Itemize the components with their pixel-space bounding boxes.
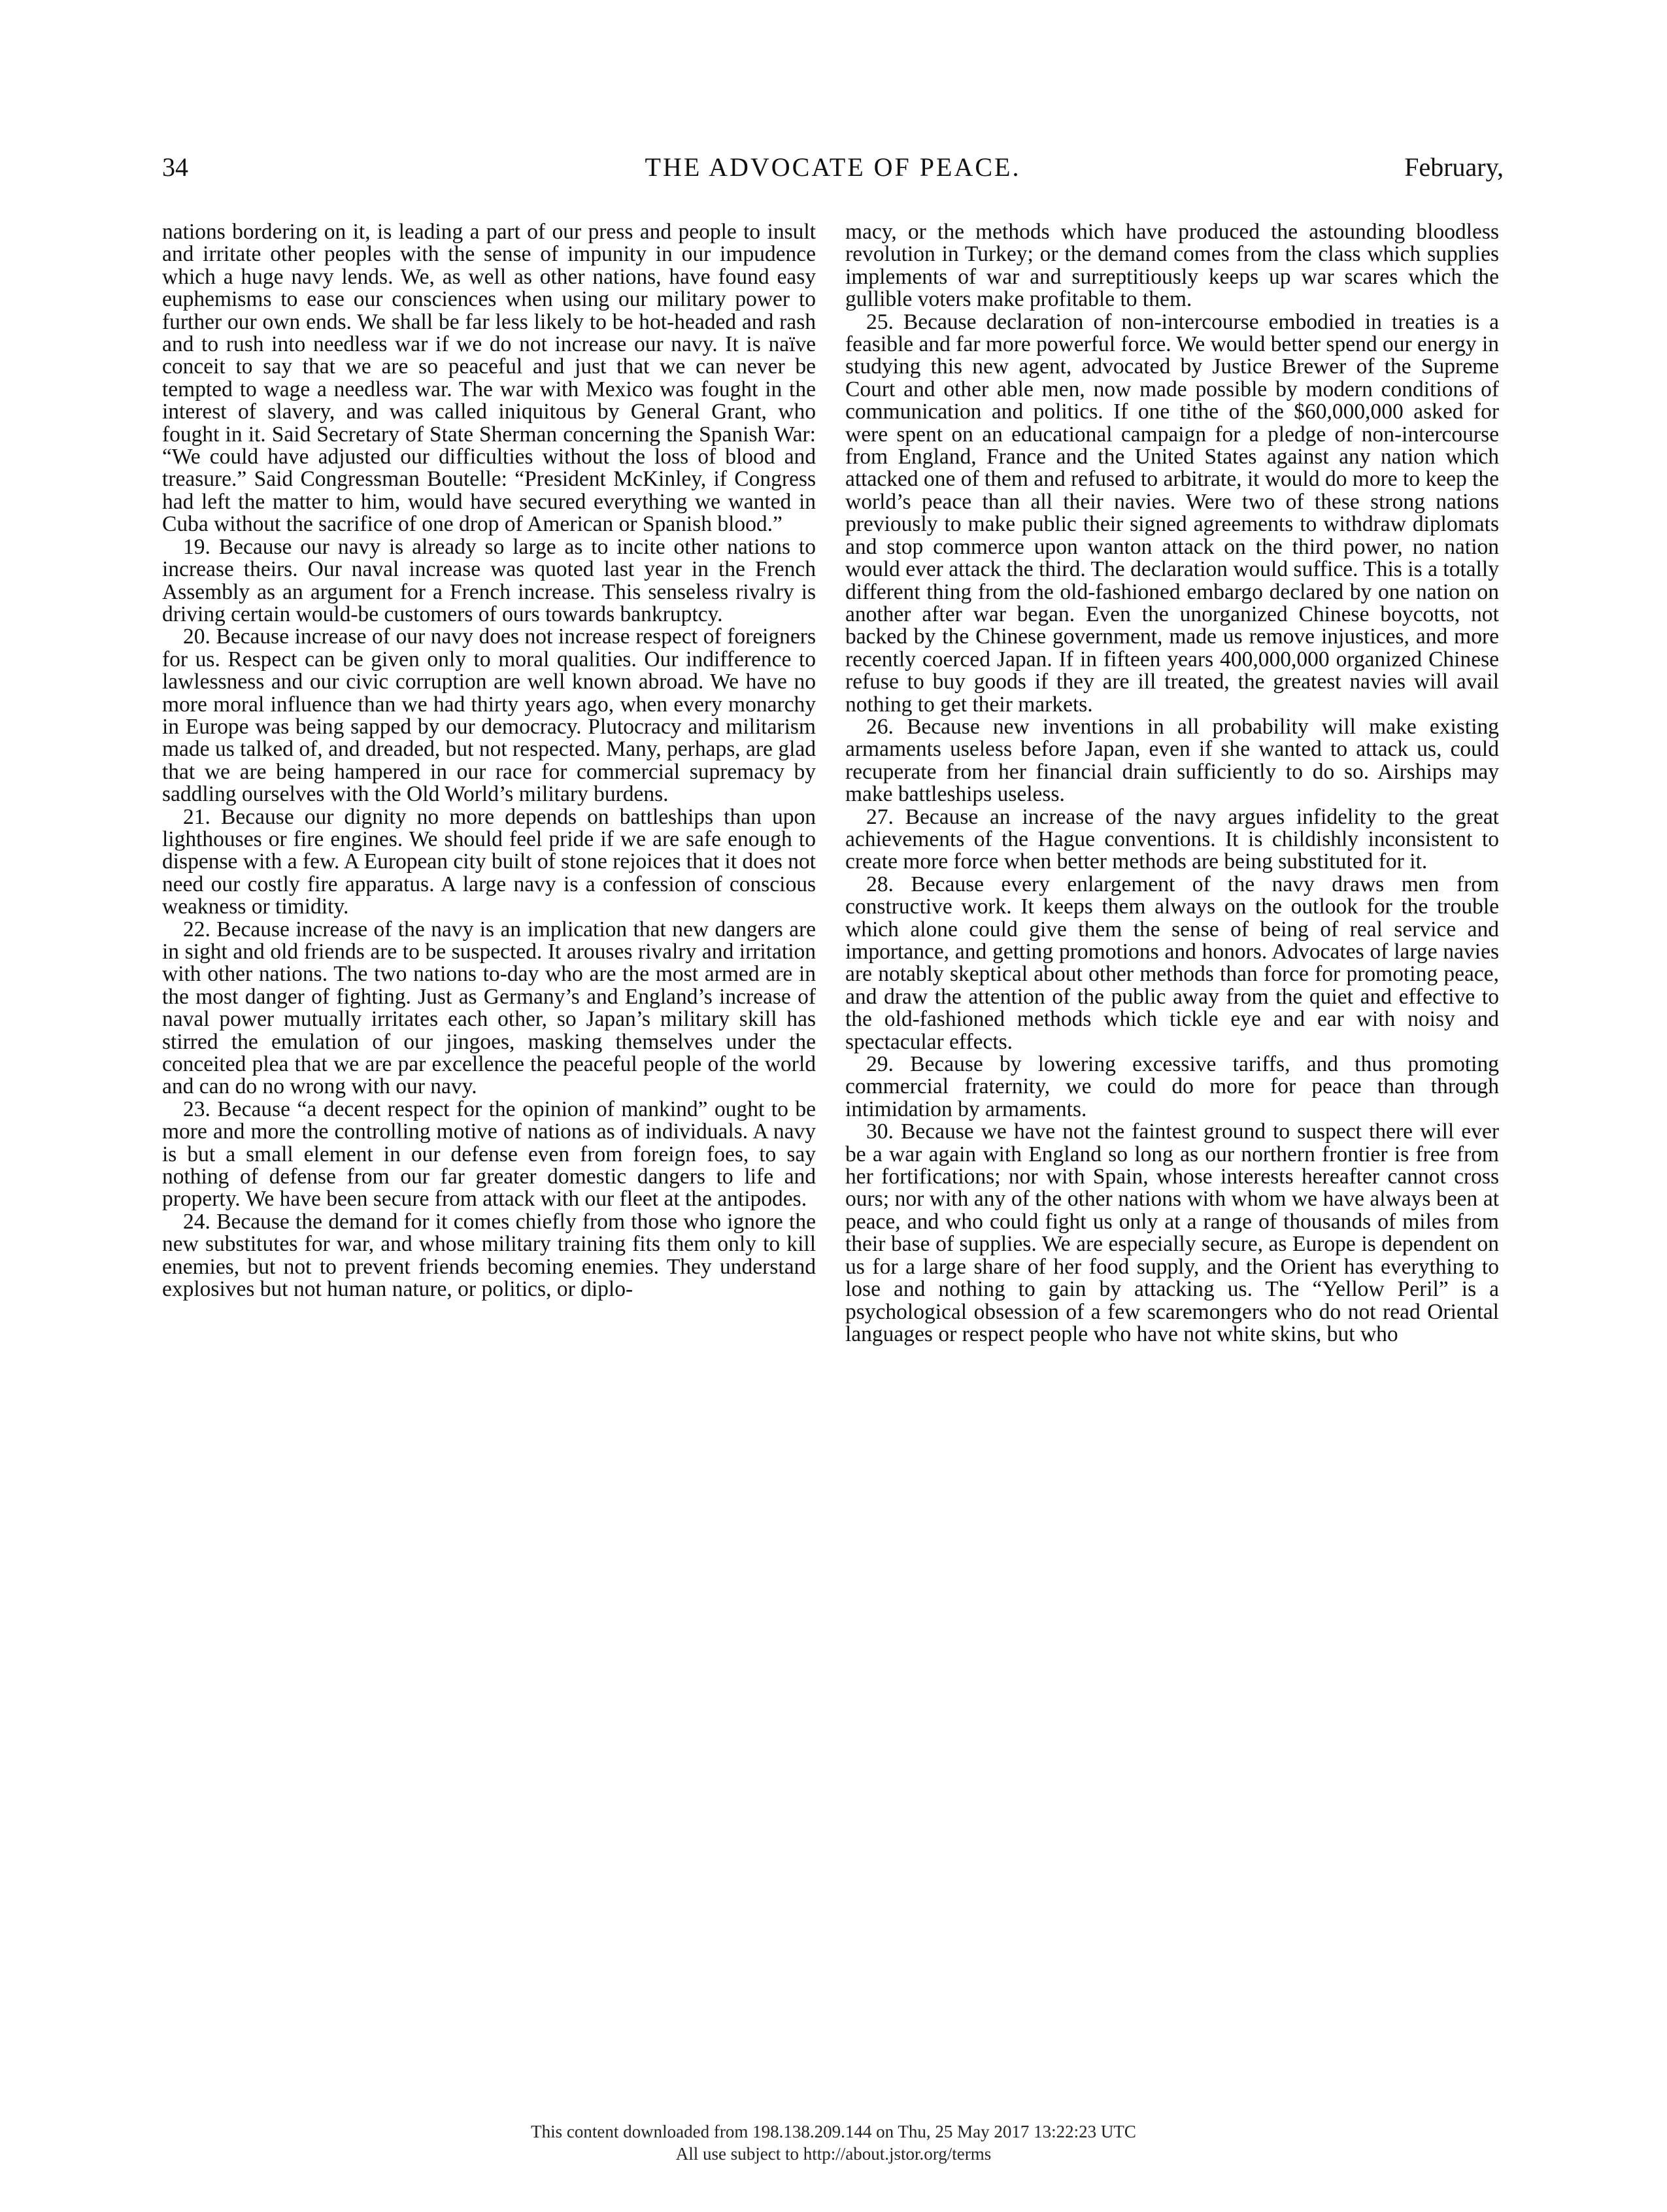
paragraph: 22. Because increase of the navy is an implication that new dangers are in sight and old friends are to be suspected. It arouses rivalry and irritation with other nations. The two nations to-day who are the most armed are in the most danger of fighting. Just as Germany’s and England’s increase of naval power mutually irritates each other, so Japan’s military skill has stirred the emulation of our jingoes, masking themselves under the conceited plea that we are par excellence the peaceful people of the world and can do no wrong with our navy.	[162, 917, 816, 1099]
paragraph: 30. Because we have not the faintest ground to suspect there will ever be a war again with England so long as our northern frontier is free from her fortifications; nor with Spain, whose interests hereafter cannot cross ours; nor with any of the other nations with whom we have always been at peace, and who could fight us only at a range of thousands of miles from their base of supplies. We are especially secure, as Europe is dependent on us for a large share of her food supply, and the Orient has everything to lose and nothing to gain by attacking us. The “Yellow Peril” is a psychological obsession of a few scaremongers who do not read Oriental languages or respect people who have not white skins, but who	[845, 1119, 1499, 1346]
paragraph: nations bordering on it, is leading a part of our press and people to insult and irritate other peoples with the sense of impunity in our impudence which a huge navy lends. We, as well as other nations, have found easy euphemisms to ease our consciences when using our military power to further our own ends. We shall be far less likely to be hot-headed and rash and to rush into needless war if we do not increase our navy. It is naïve conceit to say that we are so peaceful and just that we can never be tempted to wage a needless war. The war with Mexico was fought in the interest of slavery, and was called iniquitous by General Grant, who fought in it. Said Secretary of State Sherman concerning the Spanish War: “We could have adjusted our difficulties without the loss of blood and treasure.” Said Congressman Boutelle: “President McKinley, if Congress had left the matter to him, would have secured everything we wanted in Cuba without the sacrifice of one drop of American or Spanish blood.”	[162, 220, 816, 537]
page-header	[162, 152, 1504, 191]
paragraph: 20. Because increase of our navy does not increase respect of foreigners for us. Respect can be given only to moral qualities. Our indifference to lawlessness and our civic corruption are well known abroad. We have no more moral influence than we had thirty years ago, when every monarchy in Europe was being sapped by our democracy. Plutocracy and militarism made us talked of, and dreaded, but not respected. Many, perhaps, are glad that we are being hampered in our race for commercial supremacy by saddling ourselves with the Old World’s military burdens.	[162, 624, 816, 807]
paragraph: 27. Because an increase of the navy argues infidelity to the great achievements of the Hague conventions. It is childishly inconsistent to create more force when better methods are being substituted for it.	[845, 804, 1499, 874]
terms-link[interactable]: All use subject to http://about.jstor.org/terms	[675, 2144, 992, 2164]
paragraph: 26. Because new inventions in all probability will make existing armaments useless before Japan, even if she wanted to attack us, could recuperate from her financial drain sufficiently to do so. Airships may make battleships useless.	[845, 714, 1499, 807]
download-notice	[0, 2120, 1667, 2165]
page-number: 34	[162, 152, 188, 182]
paragraph: 19. Because our navy is already so large as to incite other nations to increase theirs. Our naval increase was quoted last year in the French Assembly as an argument for a French increase. This senseless rivalry is driving certain would-be customers of ours towards bankruptcy.	[162, 534, 816, 626]
journal-title: THE ADVOCATE OF PEACE.	[645, 152, 1021, 182]
paragraph: 28. Because every enlargement of the navy draws men from constructive work. It keeps them always on the outlook for the trouble which alone could give them the sense of being of real service and importance, and getting promotions and honors. Advocates of large navies are notably skeptical about other methods than force for promoting peace, and draw the attention of the public away from the quiet and effective to the old-fashioned methods which tickle eye and ear with noisy and spectacular effects.	[845, 872, 1499, 1054]
paragraph: 21. Because our dignity no more depends on battleships than upon lighthouses or fire engines. We should feel pride if we are safe enough to dispense with a few. A European city built of stone rejoices that it does not need our costly fire apparatus. A large navy is a confession of conscious weakness or timidity.	[162, 804, 816, 919]
right-column	[845, 221, 1499, 1346]
paragraph: 25. Because declaration of non-intercourse embodied in treaties is a feasible and far more powerful force. We would better spend our energy in studying this new agent, advocated by Justice Brewer of the Supreme Court and other able men, now made possible by modern conditions of communication and politics. If one tithe of the $60,000,000 asked for were spent on an educational campaign for a pledge of non-intercourse from England, France and the United States against any nation which attacked one of them and refused to arbitrate, it would do more to keep the world’s peace than all their navies. Were two of these strong nations previously to make public their signed agreements to withdraw diplomats and stop commerce upon wanton attack on the third power, no nation would ever attack the third. The declaration would suffice. This is a totally different thing from the old-fashioned embargo declared by one nation on another after war began. Even the unorganized Chinese boycotts, not backed by the Chinese government, made us remove injustices, and more recently coerced Japan. If in fifteen years 400,000,000 organized Chinese refuse to buy goods if they are ill treated, the greatest navies will avail nothing to get their markets.	[845, 309, 1499, 717]
paragraph: 29. Because by lowering excessive tariffs, and thus promoting commercial fraternity, we could do more for peace than through intimidation by armaments.	[845, 1052, 1499, 1121]
paragraph: macy, or the methods which have produced the astounding bloodless revolution in Turkey; or the demand comes from the class which supplies implements of war and surreptitiously keeps up war scares which the gullible voters make profitable to them.	[845, 220, 1499, 312]
paragraph: 23. Because “a decent respect for the opinion of mankind” ought to be more and more the controlling motive of nations as of individuals. A navy is but a small element in our defense even from foreign foes, to say nothing of defense from our far greater domestic dangers to life and property. We have been secure from attack with our fleet at the antipodes.	[162, 1097, 816, 1212]
issue-month: February,	[1404, 152, 1504, 182]
download-info: This content downloaded from 198.138.209.144 on Thu, 25 May 2017 13:22:23 UTC	[531, 2122, 1136, 2141]
left-column	[162, 221, 816, 1301]
paragraph: 24. Because the demand for it comes chiefly from those who ignore the new substitutes for war, and whose military training fits them only to kill enemies, but not to prevent friends becoming enemies. They understand explosives but not human nature, or politics, or diplo-	[162, 1209, 816, 1302]
